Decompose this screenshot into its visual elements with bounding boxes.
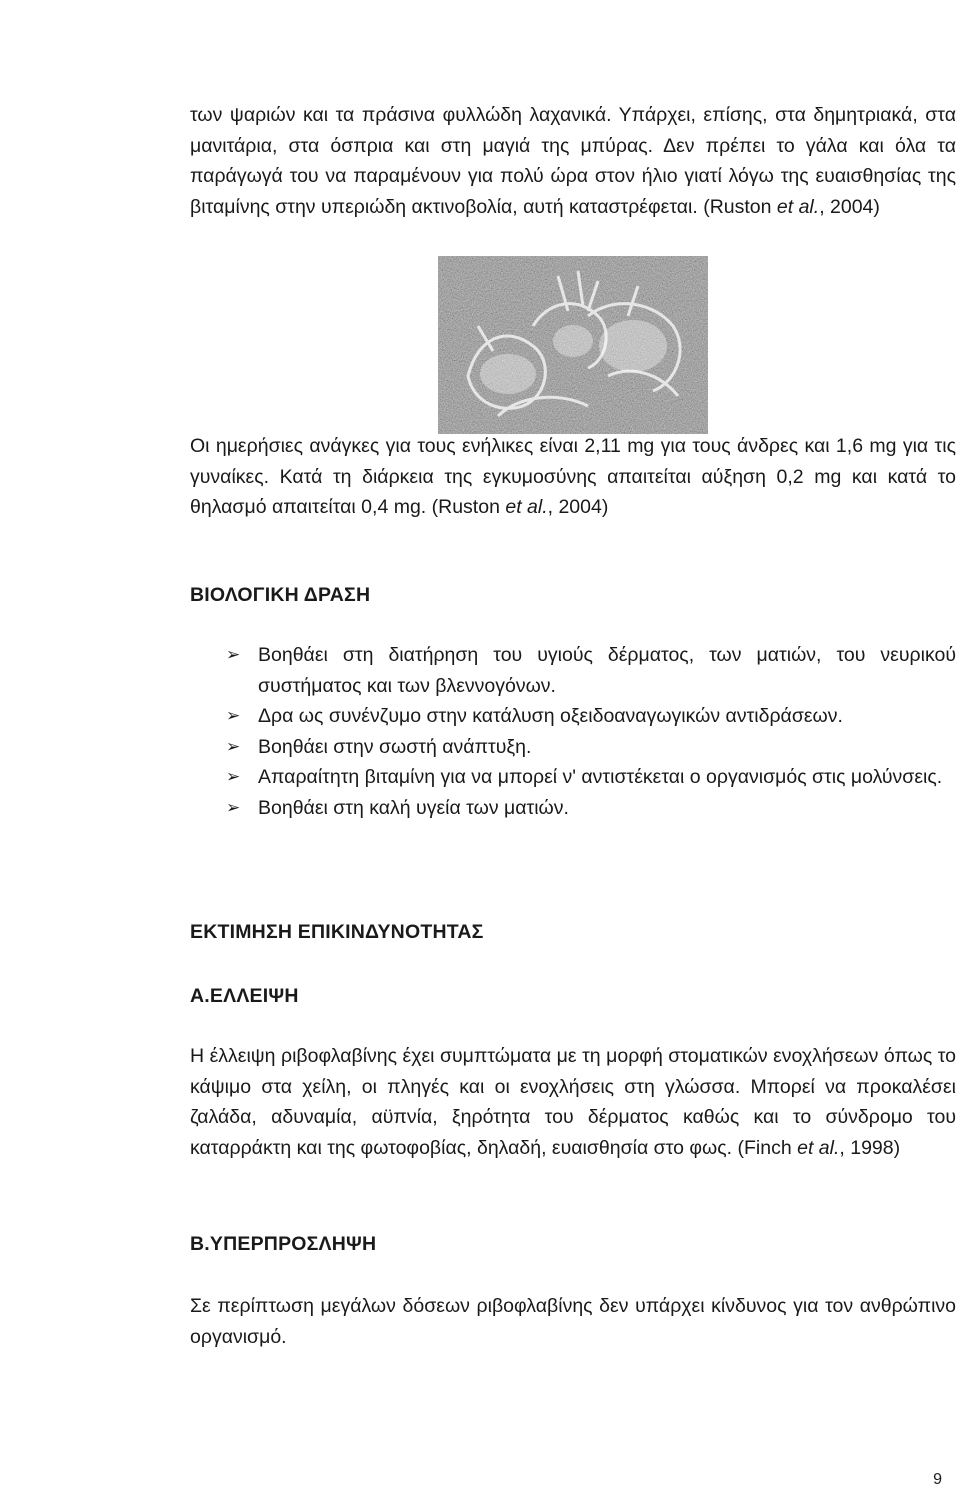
arrow-bullet-icon: ➢ xyxy=(226,645,241,664)
overdose-paragraph: Σε περίπτωση μεγάλων δόσεων ριβοφλαβίνης δεν υπάρχει κίνδυνος για τον ανθρώπινο οργανισμό. xyxy=(190,1295,956,1348)
daily-requirements-paragraph: Οι ημερήσιες ανάγκες για τους ενήλικες είναι 2,11 mg για τους άνδρες και 1,6 mg για τις γυναίκες. Κατά τη διάρκεια της εγκυμοσύνης απαιτείται αύξηση 0,2 mg και κατά το θηλασμό απαιτείται 0,4 mg. (Ruston et al., 2004) xyxy=(190,435,956,518)
list-item: ➢ Βοηθάει στη καλή υγεία των ματιών. xyxy=(190,793,956,824)
intro-paragraph: των ψαριών και τα πράσινα φυλλώδη λαχανικά. Υπάρχει, επίσης, στα δημητριακά, στα μανιτάρια, στα όσπρια και στη μαγιά της μπύρας. Δεν πρέπει το γάλα και όλα τα παράγωγά του να παραμένουν για πολύ ώρα στον ήλιο γιατί λόγω της ευαισθησίας της βιταμίνης στην υπεριώδη ακτινοβολία, αυτή καταστρέφεται. (Ruston et al., 2004) xyxy=(190,104,956,218)
biological-action-list xyxy=(190,640,956,823)
list-item: ➢ Απαραίτητη βιταμίνη για να μπορεί ν' αντιστέκεται ο οργανισμός στις μολύνσεις. xyxy=(190,762,956,793)
list-item: ➢ Βοηθάει στην σωστή ανάπτυξη. xyxy=(190,732,956,763)
list-item: ➢ Βοηθάει στη διατήρηση του υγιούς δέρματος, των ματιών, του νευρικού συστήματος και των βλεννογόνων. xyxy=(190,640,956,701)
list-item: ➢ Δρα ως συνένζυμο στην κατάλυση οξειδοαναγωγικών αντιδράσεων. xyxy=(190,701,956,732)
arrow-bullet-icon: ➢ xyxy=(226,767,241,786)
page-number: 9 xyxy=(933,1471,942,1488)
overdose-heading: Β.ΥΠΕΡΠΡΟΣΛΗΨΗ xyxy=(190,1233,377,1255)
deficiency-heading: Α.ΕΛΛΕΙΨΗ xyxy=(190,985,299,1007)
biological-action-heading: ΒΙΟΛΟΓΙΚΗ ΔΡΑΣΗ xyxy=(190,584,371,606)
risk-assessment-heading: ΕΚΤΙΜΗΣΗ ΕΠΙΚΙΝΔΥΝΟΤΗΤΑΣ xyxy=(190,921,484,943)
deficiency-paragraph: Η έλλειψη ριβοφλαβίνης έχει συμπτώματα με τη μορφή στοματικών ενοχλήσεων όπως το κάψιμο στα χείλη, οι πληγές και οι ενοχλήσεις στη γλώσσα. Μπορεί να προκαλέσει ζαλάδα, αδυναμία, αϋπνία, ξηρότητα του δέρματος καθώς και το σύνδρομο του καταρράκτη και της φωτοφοβίας, δηλαδή, ευαισθησία στο φως. (Finch et al., 1998) xyxy=(190,1045,956,1159)
vegetables-engraving-image xyxy=(438,256,708,434)
arrow-bullet-icon: ➢ xyxy=(226,736,241,756)
arrow-bullet-icon: ➢ xyxy=(226,797,241,817)
arrow-bullet-icon: ➢ xyxy=(226,706,241,725)
